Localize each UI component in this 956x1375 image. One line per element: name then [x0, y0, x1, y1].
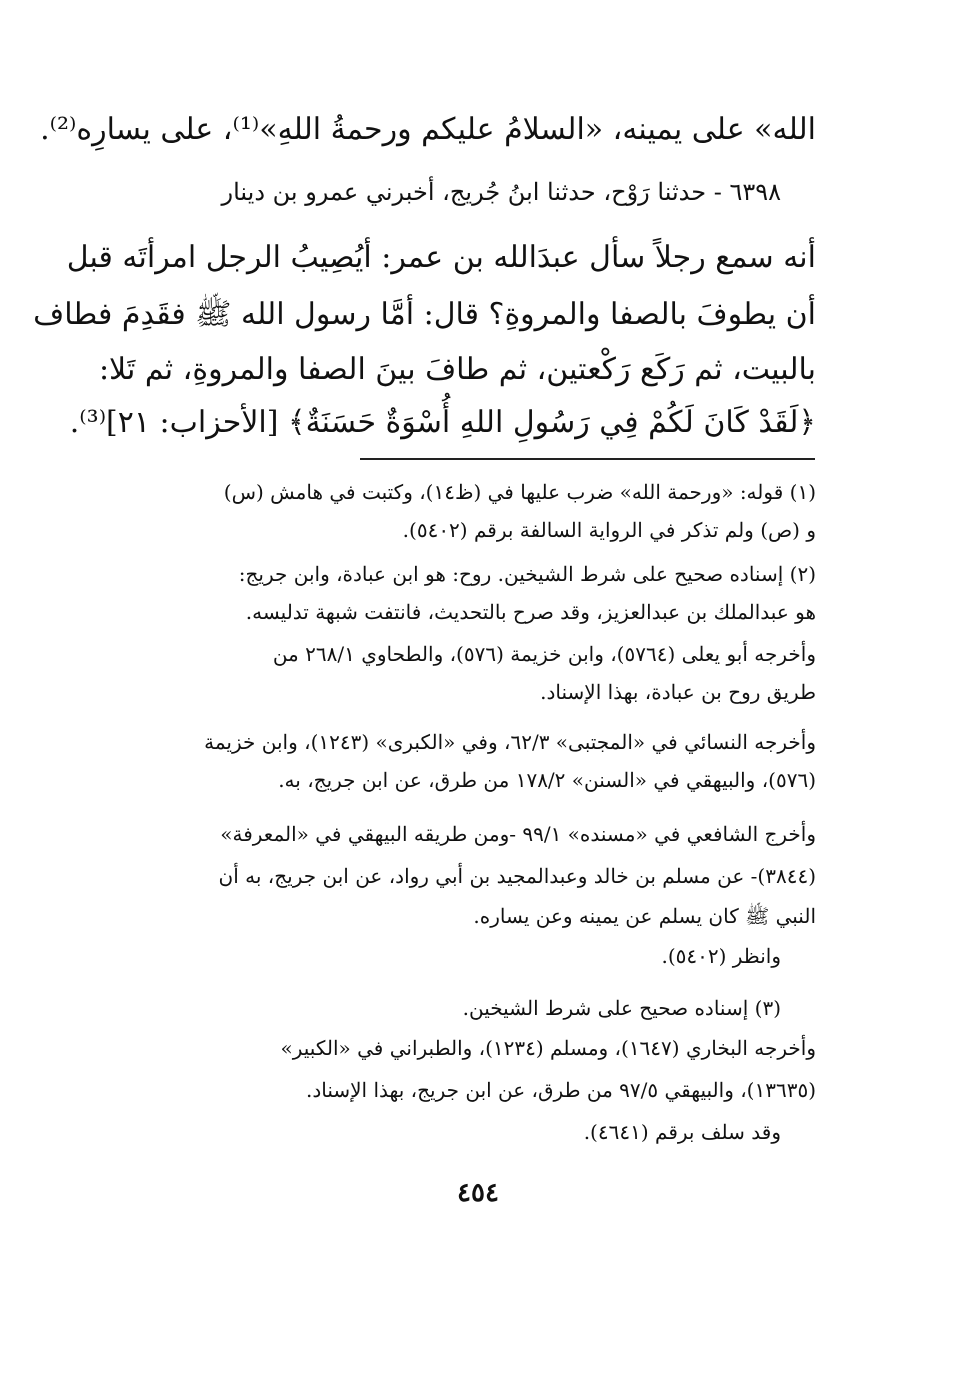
footnote-1-line-2: و (ص) ولم تذكر في الرواية السالفة برقم (٥٤٠٢). [402, 518, 816, 542]
footnote-2-line-9: النبي ﷺ كان يسلم عن يمينه وعن يساره. [473, 904, 816, 928]
main-text-line-4: أن يطوفَ بالصفا والمروةِ؟ قال: أمَّا رسول الله ﷺ فقَدِمَ فطاف [33, 297, 816, 332]
quran-verse-line: ﴿لَقَدْ كَانَ لَكُمْ فِي رَسُولِ اللهِ أُسْوَةٌ حَسَنَةٌ﴾ [الأحزاب: ٢١]⁽³⁾. [69, 405, 816, 440]
main-text-line-3: أنه سمع رجلاً سأل عبدَالله بن عمر: أيُصِيبُ الرجل امرأتَه قبل [66, 240, 816, 275]
footnote-1-line-1: (١) قوله: «ورحمة الله» ضرب عليها في (ظ١٤)، وكتبت في هامش (س) [223, 480, 816, 504]
footnote-2-line-1: (٢) إسناده صحيح على شرط الشيخين. روح: هو ابن عبادة، وابن جريج: [238, 562, 816, 586]
footnote-3-line-1: (٣) إسناده صحيح على شرط الشيخين. [462, 996, 781, 1020]
footnote-2-line-4: طريق روح بن عبادة، بهذا الإسناد. [540, 680, 816, 704]
footnote-3-line-4: وقد سلف برقم (٤٦٤١). [583, 1120, 781, 1144]
page-number: ٤٥٤ [457, 1178, 499, 1208]
footnote-2-line-7: وأخرج الشافعي في «مسنده» ٩٩/١ -ومن طريقه البيهقي في «المعرفة» [220, 822, 816, 846]
main-text-line-5: بالبيت، ثم رَكَع رَكْعتين، ثم طافَ بينَ الصفا والمروةِ، ثم تَلا: [98, 352, 816, 387]
footnote-2-line-2: هو عبدالملك بن عبدالعزيز، وقد صرح بالتحديث، فانتفت شبهة تدليسه. [245, 600, 816, 624]
footnote-2-line-3: وأخرجه أبو يعلى (٥٧٦٤)، وابن خزيمة (٥٧٦)، والطحاوي ٢٦٨/١ من [272, 642, 816, 666]
main-text-line-1: الله» على يمينه، «السلامُ عليكم ورحمةُ اللهِ»⁽¹⁾، على يسارِه⁽²⁾. [40, 112, 816, 147]
footnote-3-line-2: وأخرجه البخاري (١٦٤٧)، ومسلم (١٢٣٤)، والطبراني في «الكبير» [280, 1036, 816, 1060]
hadith-header: ٦٣٩٨ - حدثنا رَوْح، حدثنا ابنُ جُريج، أخبرني عمرو بن دينار [221, 178, 781, 206]
footnote-2-line-6: (٥٧٦)، والبيهقي في «السنن» ١٧٨/٢ من طرق، عن ابن جريج، به. [278, 768, 816, 792]
footnote-2-line-10: وانظر (٥٤٠٢). [661, 944, 781, 968]
footnote-3-line-3: (١٣٦٣٥)، والبيهقي ٩٧/٥ من طرق، عن ابن جريج، بهذا الإسناد. [305, 1078, 816, 1102]
footnote-2-line-8: (٣٨٤٤)- عن مسلم بن خالد وعبدالمجيد بن أبي رواد، عن ابن جريج، به أن [218, 864, 816, 888]
footnote-2-line-5: وأخرجه النسائي في «المجتبى» ٦٢/٣، وفي «الكبرى» (١٢٤٣)، وابن خزيمة [204, 730, 816, 754]
footnote-separator [360, 458, 815, 460]
